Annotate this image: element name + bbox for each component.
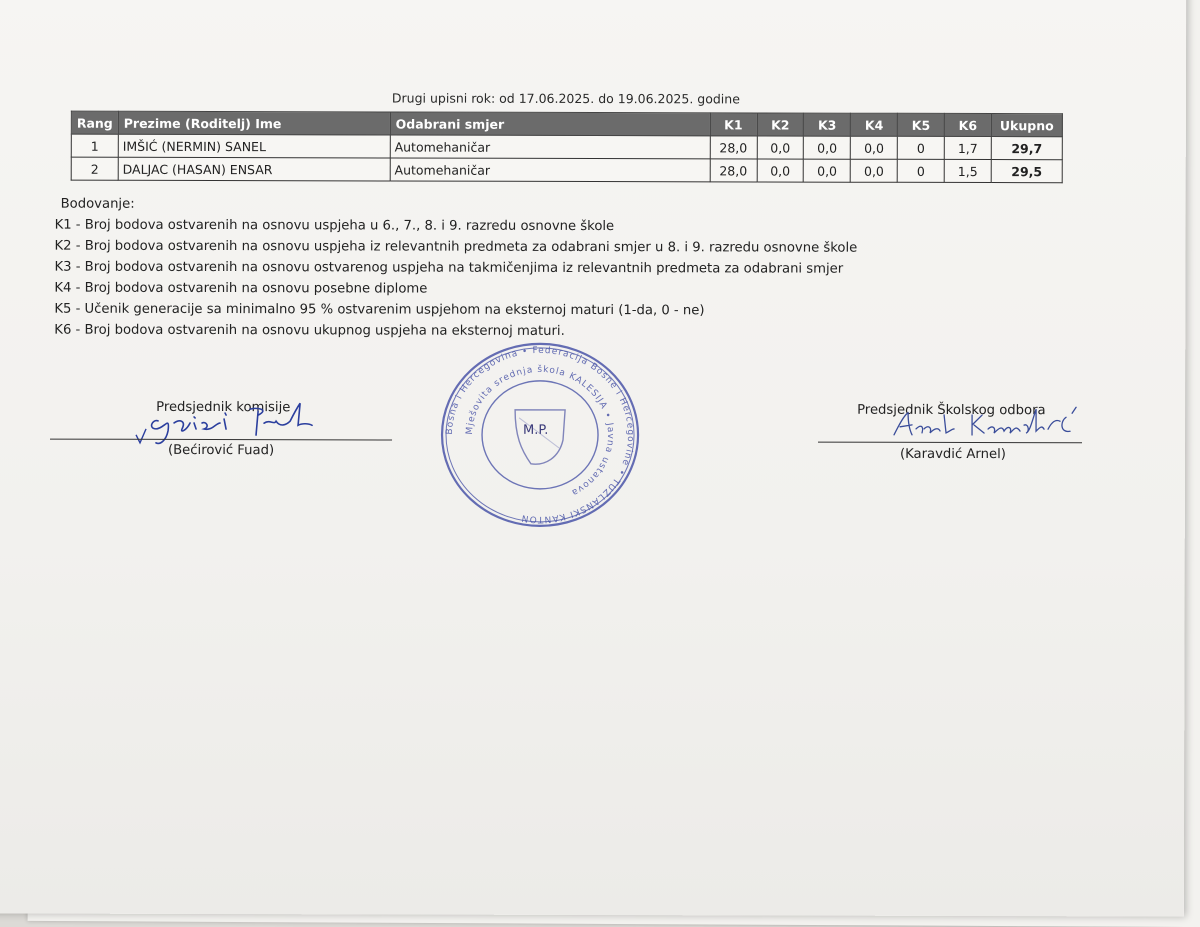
cell-k4: 0,0 xyxy=(850,159,897,182)
header-k4: K4 xyxy=(851,113,898,136)
cell-k3: 0,0 xyxy=(804,159,851,182)
cell-k5: 0 xyxy=(897,136,944,159)
header-k2: K2 xyxy=(757,113,804,136)
stamp-inner-text: Mješovita srednja škola KALESIJA • Javna ustanova xyxy=(464,364,616,498)
legend-item-k2: K2 - Broj bodova ostvarenih na osnovu uspjeha iz relevantnih predmeta za odabrani smjer u 8. i 9. razredu osnovne škole xyxy=(54,238,858,256)
header-name: Prezime (Roditelj) Ime xyxy=(118,111,390,135)
cell-k6: 1,5 xyxy=(944,159,991,182)
cell-k3: 0,0 xyxy=(804,136,851,159)
cell-k2: 0,0 xyxy=(757,159,804,182)
board-president-title: Predsjednik Školskog odbora xyxy=(857,402,1046,419)
cell-k2: 0,0 xyxy=(757,136,804,159)
commission-president-name: (Bećirović Fuad) xyxy=(167,442,275,459)
cell-k5: 0 xyxy=(897,159,944,182)
cell-rang: 2 xyxy=(71,157,118,180)
commission-president-title: Predsjednik komisije xyxy=(156,399,291,416)
header-smjer: Odabrani smjer xyxy=(390,112,710,136)
cell-k1: 28,0 xyxy=(710,159,757,182)
header-k1: K1 xyxy=(710,113,757,136)
cell-ukupno: 29,5 xyxy=(991,160,1062,183)
legend-item-k3: K3 - Broj bodova ostvarenih na osnovu ostvarenog uspjeha na takmičenjima iz relevantnih predmeta za odabrani smjer xyxy=(54,259,844,277)
cell-name: IMŠIĆ (NERMIN) SANEL xyxy=(118,134,390,158)
header-rang: Rang xyxy=(71,111,118,134)
table-row xyxy=(71,157,1062,183)
cell-smjer: Automehaničar xyxy=(390,135,710,159)
stamp-outer-text: Bosna i Hercegovina • Federacija Bosne i Hercegovine • TUZLANSKI KANTON xyxy=(444,345,636,524)
commission-president-signature xyxy=(130,399,340,450)
cell-rang: 1 xyxy=(71,134,118,157)
header-k6: K6 xyxy=(944,113,991,136)
board-president-name: (Karavdić Arnel) xyxy=(899,446,1006,463)
legend-item-k1: K1 - Broj bodova ostvarenih na osnovu uspjeha u 6., 7., 8. i 9. razredu osnovne škole xyxy=(54,217,615,235)
table-row xyxy=(71,134,1062,160)
enrollment-period-caption: Drugi upisni rok: od 17.06.2025. do 19.06.2025. godine xyxy=(391,90,740,107)
header-ukupno: Ukupno xyxy=(991,114,1062,137)
legend-item-k5: K5 - Učenik generacije sa minimalno 95 % ostvarenim uspjehom na eksternoj maturi (1-da, 0 - ne) xyxy=(54,301,705,319)
ranking-table xyxy=(71,111,1063,184)
cell-k4: 0,0 xyxy=(851,136,898,159)
stamp-mp-label: M.P. xyxy=(523,422,549,438)
cell-k6: 1,7 xyxy=(944,136,991,159)
header-k3: K3 xyxy=(804,113,851,136)
cell-ukupno: 29,7 xyxy=(991,137,1062,160)
board-president-signature xyxy=(890,401,1090,446)
scoring-legend xyxy=(54,194,857,343)
table-header-row xyxy=(71,111,1062,137)
cell-name: DALJAC (HASAN) ENSAR xyxy=(118,157,390,181)
legend-title: Bodovanje: xyxy=(60,196,135,212)
legend-item-k6: K6 - Broj bodova ostvarenih na osnovu ukupnog uspjeha na eksternoj maturi. xyxy=(54,322,565,339)
header-k5: K5 xyxy=(898,113,945,136)
cell-smjer: Automehaničar xyxy=(390,158,710,182)
legend-item-k4: K4 - Broj bodova ostvarenih na osnovu posebne diplome xyxy=(54,280,428,297)
cell-k1: 28,0 xyxy=(710,136,757,159)
